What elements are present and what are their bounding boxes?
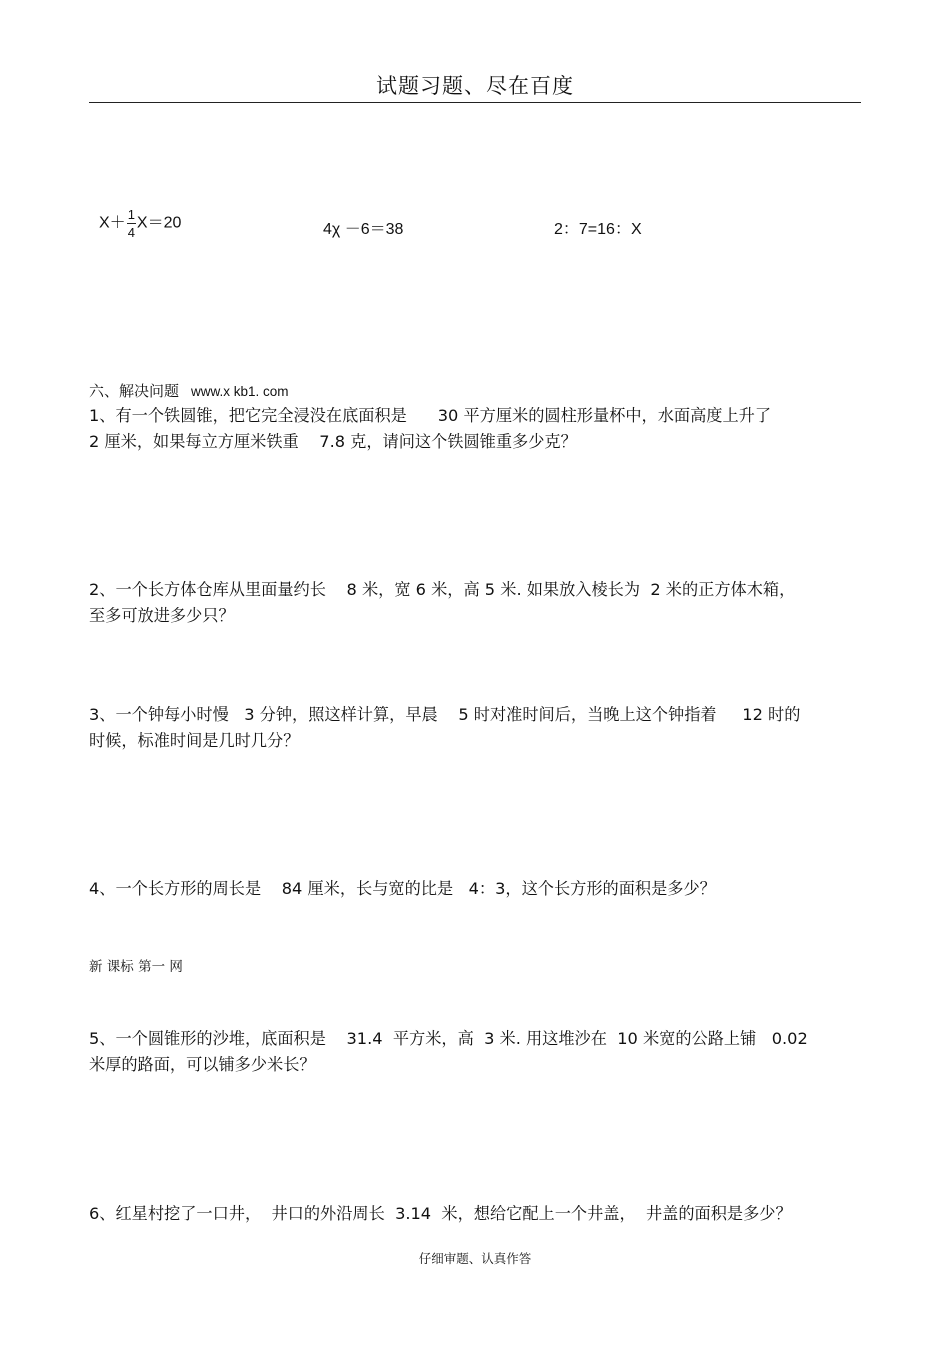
equation-1-suffix: X＝20 [136,214,182,232]
watermark-url: www.x kb1. com [191,384,289,399]
watermark-note: 新 课标 第一 网 [89,959,183,975]
section-title [89,380,289,401]
header-divider [89,102,861,103]
page-footer: 仔细审题、认真作答 [418,1251,532,1266]
question-5: 5、一个圆锥形的沙堆，底面积是 31.4 平方米，高 3 米. 用这堆沙在 10 米宽的公路上铺 0.02 米厚的路面，可以铺多少米长？ [89,1029,808,1074]
equation-3: 2：7=16：X [554,221,642,238]
question-6: 6、红星村挖了一口井， 井口的外沿周长 3.14 米，想给它配上一个井盖， 井盖的面积是多少？ [89,1204,792,1223]
fraction-denominator: 4 [127,225,135,240]
section-title-text: 六、解决问题 [89,382,180,400]
fraction-numerator: 1 [127,207,135,222]
question-3: 3、一个钟每小时慢 3 分钟，照这样计算，早晨 5 时对准时间后，当晚上这个钟指着 12 时的 时候，标准时间是几时几分？ [89,705,801,750]
question-1: 1、有一个铁圆锥，把它完全浸没在底面积是 30 平方厘米的圆柱形量杯中，水面高度上升了 2 厘米，如果每立方厘米铁重 7.8 克，请问这个铁圆锥重多少克？ [89,406,772,451]
equation-1 [99,206,181,241]
equation-2: 4χ －6＝38 [323,221,404,238]
question-4: 4、一个长方形的周长是 84 厘米，长与宽的比是 4：3，这个长方形的面积是多少？ [89,879,716,898]
fraction [127,206,136,241]
page-header-title: 试题习题、尽在百度 [376,74,574,98]
question-2: 2、一个长方体仓库从里面量约长 8 米，宽 6 米，高 5 米. 如果放入棱长为 2 米的正方体木箱， 至多可放进多少只？ [89,580,796,625]
equation-1-prefix: X＋ [99,214,126,232]
